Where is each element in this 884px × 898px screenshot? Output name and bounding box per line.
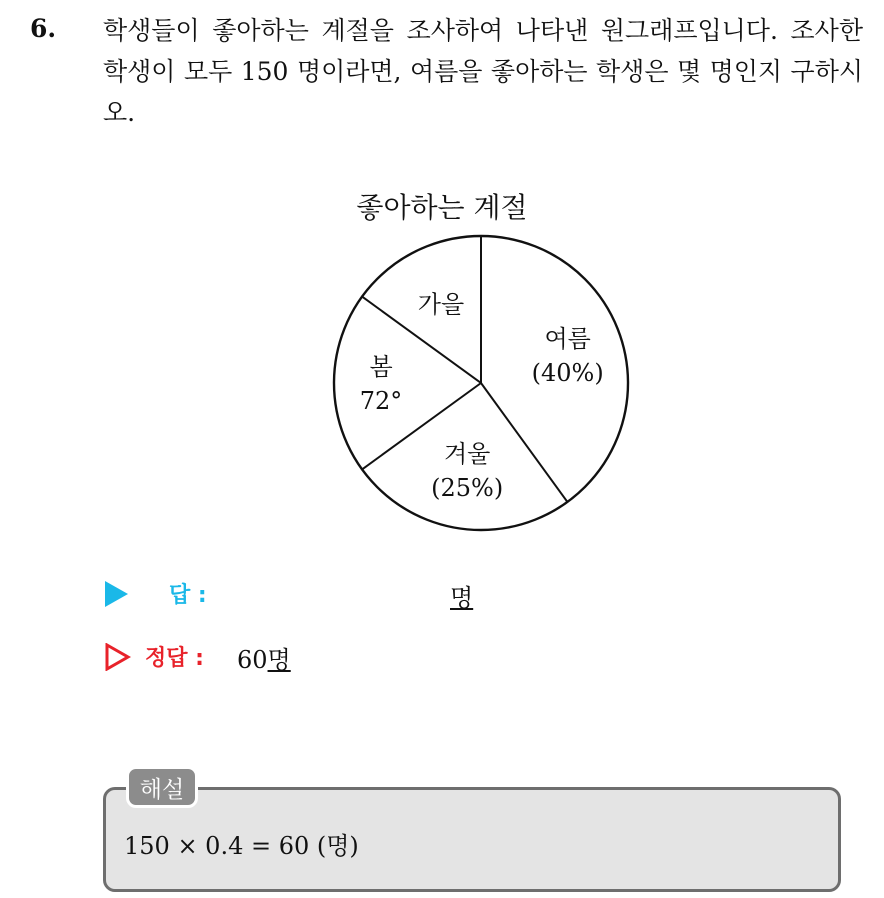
answer-triangle-icon [105, 581, 128, 607]
pie-slice-value: (25%) [431, 474, 504, 503]
question-text: 학생들이 좋아하는 계절을 조사하여 나타낸 원그래프입니다. 조사한 학생이 모두 150 명이라면, 여름을 좋아하는 학생은 몇 명인지 구하시오. [103, 16, 863, 127]
pie-slice-value: (40%) [531, 358, 604, 387]
answer-unit[interactable]: 명 [450, 584, 474, 612]
answer-label: 답 : [169, 583, 207, 608]
pie-slice-label: 겨울 [444, 440, 491, 469]
correct-triangle-icon [105, 643, 131, 671]
pie-slice-label: 여름 [544, 324, 591, 353]
correct-answer-unit: 명 [267, 646, 291, 674]
pie-slice-label: 가을 [417, 290, 465, 319]
question-number: 6. [30, 14, 57, 43]
correct-answer-value: 60명 [237, 646, 291, 674]
explanation-tab: 해설 [126, 766, 198, 808]
correct-answer-label: 정답 : [145, 646, 204, 671]
pie-slice-label: 봄 [369, 353, 393, 381]
chart-title: 좋아하는 계절 [356, 191, 528, 224]
explanation-text: 150 × 0.4 = 60 (명) [124, 832, 359, 860]
pie-slice-value: 72° [359, 387, 403, 415]
